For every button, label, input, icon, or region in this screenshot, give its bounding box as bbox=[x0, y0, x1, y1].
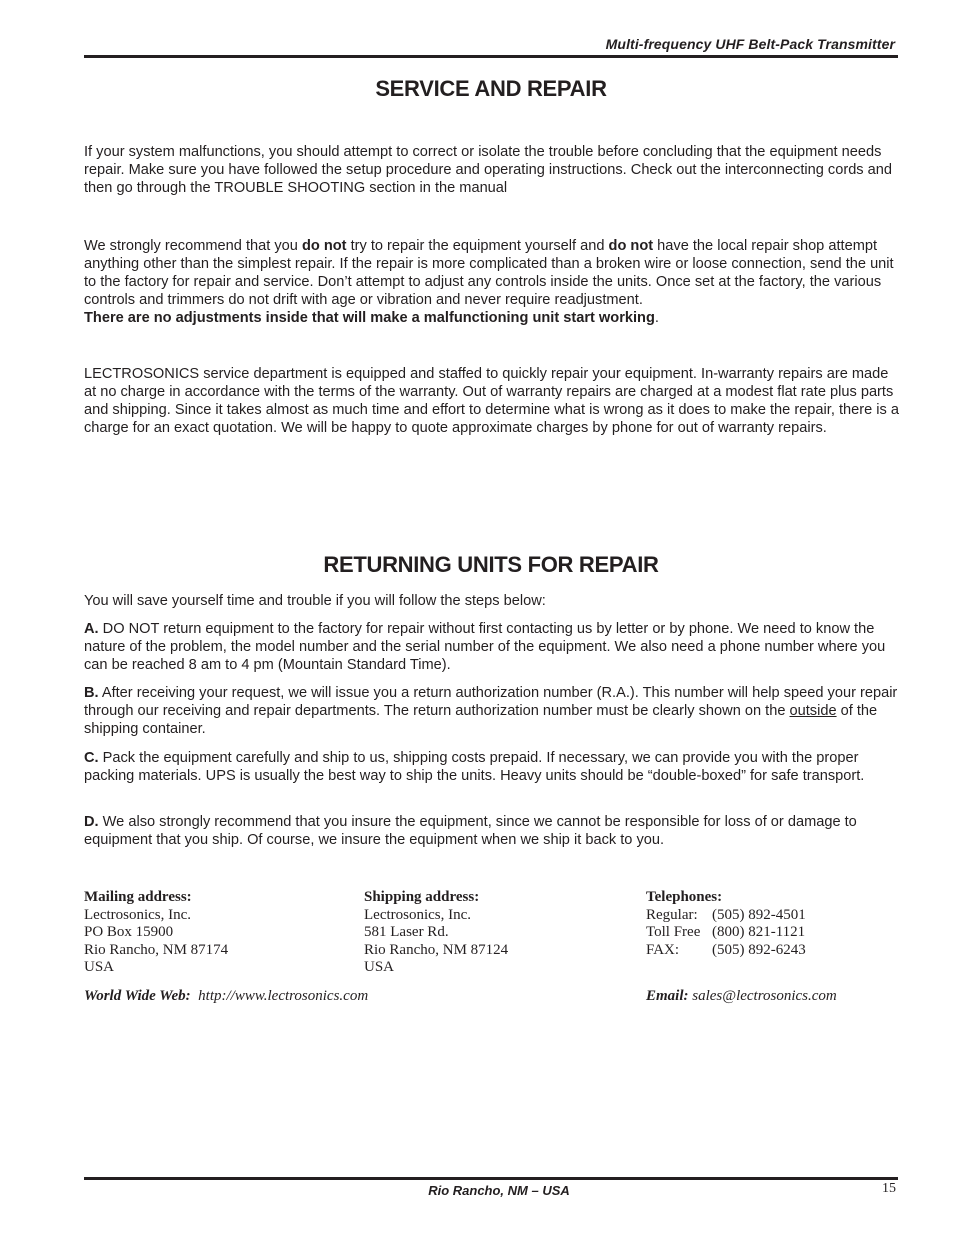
address-line: Lectrosonics, Inc. bbox=[364, 906, 472, 923]
phone-number: (800) 821-1121 bbox=[712, 924, 806, 941]
step-text: After receiving your request, we will issue you a return authorization number (R.A.). This number will help speed your repair through our receiving and repair departments. The return authorization number must be clearly shown on the bbox=[84, 685, 898, 719]
email-address[interactable]: sales@lectrosonics.com bbox=[692, 988, 837, 1004]
footer-location: Rio Rancho, NM – USA bbox=[428, 1183, 570, 1198]
website-url[interactable]: http://www.lectrosonics.com bbox=[198, 988, 369, 1004]
email-line bbox=[646, 988, 837, 1005]
address-line: Rio Rancho, NM 87174 bbox=[84, 941, 229, 958]
phone-kind: Toll Free bbox=[646, 924, 701, 941]
step-text: of the shipping container. bbox=[84, 703, 878, 737]
shipping-address-block bbox=[364, 889, 508, 977]
section-heading-returning: RETURNING UNITS FOR REPAIR bbox=[323, 552, 659, 577]
underlined-word: outside bbox=[789, 703, 837, 719]
telephones-label: Telephones: bbox=[646, 889, 723, 905]
mailing-address-block bbox=[84, 889, 228, 977]
address-line: 581 Laser Rd. bbox=[364, 924, 449, 941]
step-label: A. bbox=[84, 621, 99, 637]
address-line: Lectrosonics, Inc. bbox=[84, 906, 192, 923]
running-header-title: Multi-frequency UHF Belt-Pack Transmitter bbox=[605, 36, 895, 52]
page-number: 15 bbox=[882, 1181, 896, 1196]
address-line: Rio Rancho, NM 87124 bbox=[364, 941, 509, 958]
step-d bbox=[84, 813, 902, 849]
step-label: D. bbox=[84, 814, 99, 830]
bold-run: do not bbox=[301, 238, 347, 254]
email-label: Email: bbox=[646, 988, 689, 1004]
service-paragraph-2 bbox=[84, 237, 902, 327]
phone-row-fax bbox=[646, 942, 806, 960]
phone-number: (505) 892-6243 bbox=[712, 941, 806, 958]
returning-intro: You will save yourself time and trouble if you will follow the steps below: bbox=[84, 593, 546, 609]
bold-statement: There are no adjustments inside that will make a malfunctioning unit start working bbox=[84, 310, 655, 326]
section-heading-service: SERVICE AND REPAIR bbox=[375, 76, 607, 101]
phone-kind: FAX: bbox=[646, 941, 680, 958]
step-b bbox=[84, 684, 902, 738]
text-run: try to repair the equipment yourself and bbox=[346, 238, 609, 254]
phone-row-toll-free bbox=[646, 924, 806, 942]
service-paragraph-1: If your system malfunctions, you should attempt to correct or isolate the trouble before concluding that the equipment needs repair. Make sure you have followed the setup procedure and operating instructions. Check out the interconnecting cords and then go through the TROUBLE SHOOTING section in the manual bbox=[84, 144, 893, 196]
address-line: USA bbox=[364, 959, 395, 976]
text-run: . bbox=[654, 310, 659, 326]
phone-row-regular bbox=[646, 907, 806, 925]
service-paragraph-3: LECTROSONICS service department is equipped and staffed to quickly repair your equipment. In-warranty repairs are made at no charge in accordance with the terms of the warranty. Out of warranty repairs are charged at a modest flat rate plus parts and shipping. Since it takes almost as much time and effort to determine what is wrong as it does to make the repair, there is a charge for an exact quotation. We will be happy to quote approximate charges by phone for out of warranty repairs. bbox=[84, 366, 899, 436]
step-c bbox=[84, 749, 902, 785]
website-label: World Wide Web: bbox=[84, 988, 191, 1004]
phone-kind: Regular: bbox=[646, 906, 698, 923]
address-line: PO Box 15900 bbox=[84, 924, 174, 941]
step-text: DO NOT return equipment to the factory for repair without first contacting us by letter or by phone. We need to know the nature of the problem, the model number and the serial number of the equipment. We also need a phone number where you can be reached 8 am to 4 pm (Mountain Standard Time). bbox=[84, 621, 886, 673]
shipping-address-label: Shipping address: bbox=[364, 889, 480, 905]
telephones-block bbox=[646, 889, 806, 959]
text-run: have the local repair shop attempt anything other than the simplest repair. If the repair is more complicated than a broken wire or loose connection, send the unit to the factory for repair and service. Don’t attempt to adjust any controls inside the units. Once set at the factory, the various controls and trimmers do not drift with age or vibration and never require readjustment. bbox=[84, 238, 894, 308]
mailing-address-label: Mailing address: bbox=[84, 889, 192, 905]
footer-rule bbox=[84, 1177, 898, 1180]
phone-number: (505) 892-4501 bbox=[712, 906, 806, 923]
header-rule bbox=[84, 55, 898, 58]
website-line bbox=[84, 988, 368, 1005]
step-text: We also strongly recommend that you insure the equipment, since we cannot be responsible for loss of or damage to equipment that you ship. Of course, we insure the equipment when we ship it back to you. bbox=[84, 814, 857, 848]
text-run: We strongly recommend that you bbox=[84, 238, 302, 254]
address-line: USA bbox=[84, 959, 115, 976]
step-label: C. bbox=[84, 750, 99, 766]
step-label: B. bbox=[84, 685, 99, 701]
step-text: Pack the equipment carefully and ship to us, shipping costs prepaid. If necessary, we can provide you with the proper packing materials. UPS is usually the best way to ship the units. Heavy units should be “double-boxed” for safe transport. bbox=[84, 750, 865, 784]
step-a bbox=[84, 620, 902, 674]
bold-run: do not bbox=[608, 238, 654, 254]
